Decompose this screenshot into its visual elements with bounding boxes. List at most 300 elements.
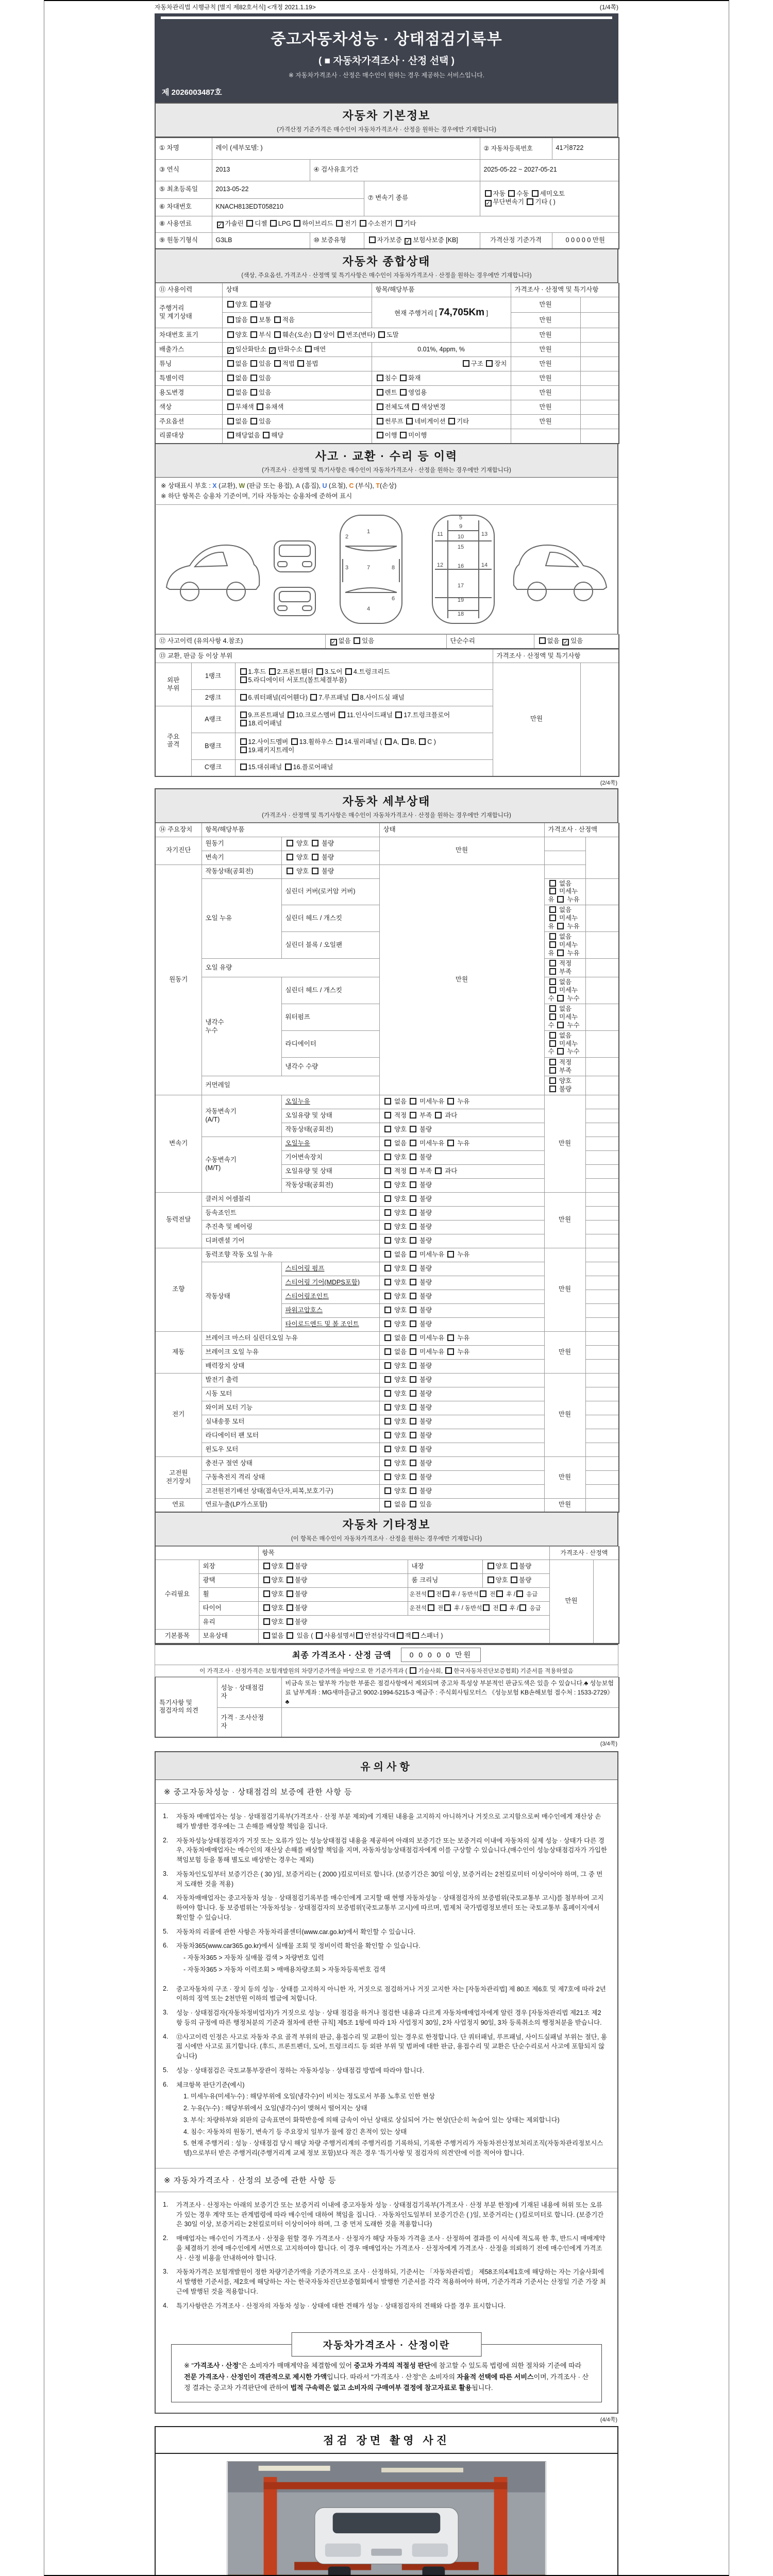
checkbox-unchecked xyxy=(250,418,257,425)
color-options: 무채색 유채색 xyxy=(222,400,372,415)
mileage-value: 74,705Km xyxy=(439,307,485,318)
notice-item xyxy=(163,1870,607,1889)
checkbox-unchecked xyxy=(412,1632,419,1639)
device-group-label: 연료 xyxy=(155,1498,201,1512)
checkbox-unchecked xyxy=(291,738,298,745)
notice-item xyxy=(163,2032,607,2061)
item-state: 없음 미세누유 누유 xyxy=(379,1331,544,1345)
legend-prefix: ※ 상태표시 부호 : xyxy=(161,482,213,489)
rank2-label: 2랭크 xyxy=(191,690,235,706)
checkbox-unchecked xyxy=(549,933,556,940)
tuning-label: 튜닝 xyxy=(155,357,222,371)
price-won: 만원 xyxy=(544,1498,585,1512)
checkbox-unchecked xyxy=(287,1590,293,1597)
checkbox-unchecked xyxy=(250,375,257,381)
tire-options: 양호 불량 xyxy=(258,1602,408,1616)
item-label: 작동상태(공회전) xyxy=(281,1123,379,1137)
price-won: 만원 xyxy=(511,415,580,429)
notice-item-text: 자동차 매매업자는 성능 · 상태점검기록부(가격조사 · 산정 부분 제외)에 기재된 내용을 고지하지 아니하거나 거짓으로 고지함으로써 매수인에게 재산상 손해가 발생한 경우에는 그 손해를 배상할 책임을 집니다. xyxy=(176,1813,601,1830)
checkbox-unchecked xyxy=(227,331,234,338)
item-state: 적정 부족 xyxy=(544,959,585,977)
simple-repair-label: 단순수리 xyxy=(446,634,534,649)
rankA-items: 9.프론트패널 10.크로스멤버 11.인사이드패널 17.트렁크플로어 18.리어패널 xyxy=(235,706,493,733)
notice-item xyxy=(163,2066,607,2076)
item-label: 등속죠인트 xyxy=(201,1206,379,1220)
checkbox-unchecked xyxy=(532,190,539,197)
svg-text:17: 17 xyxy=(457,582,464,589)
item-state: 양호 불량 xyxy=(544,1076,585,1095)
svg-text:8: 8 xyxy=(391,564,395,571)
sub-group-label: 오일 누유 xyxy=(201,878,281,959)
checkbox-unchecked xyxy=(227,403,234,410)
table-row xyxy=(155,1560,619,1574)
item-state: 양호 불량 xyxy=(281,865,379,878)
table-row xyxy=(155,232,619,249)
checkbox-unchecked xyxy=(410,1362,416,1369)
checkbox-unchecked xyxy=(488,1577,494,1583)
checkbox-unchecked xyxy=(384,1334,391,1341)
emission-label: 배출가스 xyxy=(155,343,222,357)
item-label: 스티어링조인트 xyxy=(281,1290,379,1303)
checkbox-unchecked xyxy=(310,694,317,701)
checkbox-unchecked xyxy=(316,1632,323,1639)
checkbox-unchecked xyxy=(384,1376,391,1383)
checkbox-unchecked xyxy=(447,1348,454,1355)
checkbox-unchecked xyxy=(549,880,556,887)
wheel-options: 양호 불량 xyxy=(258,1588,408,1602)
table-row xyxy=(155,1574,619,1588)
item-label: 변속기 xyxy=(201,851,281,865)
checkbox-unchecked xyxy=(410,1126,416,1132)
item-state: 적정 부족 xyxy=(544,1058,585,1076)
checkbox-unchecked xyxy=(384,1251,391,1258)
device-group-label: 전기 xyxy=(155,1373,201,1456)
item-label: 클러치 어셈블리 xyxy=(201,1192,379,1206)
notice-item-number: 3. xyxy=(163,2268,169,2276)
checkbox-unchecked xyxy=(397,1632,404,1639)
checkbox-unchecked xyxy=(263,1590,270,1597)
checkbox-unchecked xyxy=(274,331,281,338)
checkbox-unchecked xyxy=(285,764,292,770)
item-state: 양호 불량 xyxy=(379,1443,544,1456)
checkbox-unchecked xyxy=(384,1154,391,1160)
checkbox-unchecked xyxy=(557,1048,564,1055)
price-won: 만원 xyxy=(511,343,580,357)
checkbox-unchecked xyxy=(227,432,234,438)
table-row xyxy=(155,823,619,837)
price-won: 만원 xyxy=(511,400,580,415)
recall-item: 이행 미이행 xyxy=(372,429,511,444)
notice-item-text: 자동차매매업자는 중고자동차 성능 · 상태점검기록부를 매수인에게 고지할 때 현행 자동차성능 · 상태점검자의 보증범위(국토교통부 고시)를 첨부하여 고지하여야 합니다. 동 보증범위는 '자동차성능 · 상태점검자의 보증범위'(국토교통부 고시)에 따르며, 법제처 국가법령정보센터 또는 국토교통부 홈페이지에서 확인할 수 있습니다. xyxy=(176,1894,604,1921)
svg-text:3: 3 xyxy=(345,564,349,571)
checkbox-unchecked xyxy=(377,432,383,438)
notice-item xyxy=(163,1985,607,2004)
header-stripe xyxy=(161,16,612,19)
notice-item xyxy=(163,1812,607,1832)
item-label: 냉각수 수량 xyxy=(281,1058,379,1076)
wheel-detail: 운전석 전 후 / 동반석 전 후 / 응급 xyxy=(408,1588,549,1602)
checkbox-unchecked xyxy=(227,360,234,367)
price-won: 만원 xyxy=(511,297,580,313)
item-state: 없음 미세누수 누수 xyxy=(544,977,585,1004)
inspector-label: 성능 · 상태점검 자 xyxy=(217,1677,281,1707)
checkbox-unchecked xyxy=(287,1563,293,1569)
sub-group-label: 작동상태 xyxy=(201,1262,281,1331)
detail-row xyxy=(155,1095,619,1109)
sub-group-label: 냉각수 누수 xyxy=(201,977,281,1076)
legend-symbol: A (흠집), xyxy=(295,482,323,489)
checkbox-unchecked xyxy=(406,418,413,425)
item-label: 스티어링 기어(MDPS포함) xyxy=(281,1276,379,1290)
item-state: 양호 불량 xyxy=(379,1276,544,1290)
item-state: 양호 불량 xyxy=(379,1387,544,1401)
checkbox-unchecked xyxy=(287,1632,293,1639)
checkbox-unchecked xyxy=(447,1251,454,1258)
checkbox-unchecked xyxy=(377,389,383,396)
checkbox-unchecked xyxy=(410,1334,416,1341)
checkbox-checked: ✓ xyxy=(228,347,233,354)
item-label: 연료누출(LP가스포함) xyxy=(201,1498,379,1512)
appraiser-opinion xyxy=(281,1707,619,1737)
car-name-value: 레이 (세부모델: ) xyxy=(212,138,480,159)
checkbox-unchecked xyxy=(428,1590,434,1597)
svg-text:4: 4 xyxy=(366,605,371,612)
checkbox-unchecked xyxy=(287,868,293,874)
checkbox-unchecked xyxy=(288,711,294,718)
item-label: 배력장치 상태 xyxy=(201,1359,379,1373)
checkbox-unchecked xyxy=(508,190,515,197)
device-group-label: 원동기 xyxy=(155,865,201,1095)
notice-item-text: 자동차365(www.car365.go.kr)에서 실매물 조회 및 정비이력 확인을 확인할 수 있습니다. - 자동차365 > 자동차 실매물 검색 > 차량번호 입력 - 자동차365 > 자동차 이력조회 > 매매용차량조회 > 자동차등록번호 검색 xyxy=(176,1941,421,1974)
checkbox-unchecked xyxy=(312,840,318,846)
inspection-photo-front xyxy=(227,2461,546,2576)
checkbox-unchecked xyxy=(445,1667,452,1674)
checkbox-unchecked xyxy=(549,1059,556,1065)
checkbox-unchecked xyxy=(557,923,564,929)
checkbox-unchecked xyxy=(384,1501,391,1507)
device-group-label: 제동 xyxy=(155,1331,201,1373)
notice-item xyxy=(163,2267,607,2296)
checkbox-unchecked xyxy=(356,1632,363,1639)
item-state: 양호 불량 xyxy=(379,1470,544,1484)
base-price-label: 가격산정 기준가격 xyxy=(480,232,552,249)
item-label: 시동 모터 xyxy=(201,1387,379,1401)
checkbox-unchecked xyxy=(410,1223,416,1230)
checkbox-unchecked xyxy=(410,1112,416,1118)
color-label: 색상 xyxy=(155,400,222,415)
notice-item-text: 자동차가격은 보험개발원이 정한 차량기준가액을 기준가격으로 조사 · 산정하되, 기준서는 「자동차관리법」 제58조의4제1호에 해당하는 자는 기술사회에서 발행한 기준서를, 제2호에 해당하는 자는 한국자동차진단보증협회에서 발행한 기준서를 각각 적용하여야 하며, 기준가격과 기준서는 산정일 기준 가장 최근에 발행된 것을 적용합니다. xyxy=(176,2268,606,2295)
table-row xyxy=(155,159,619,181)
checkbox-unchecked xyxy=(511,1563,517,1569)
col-header-price: 가격조사 · 산정액 및 특기사항 xyxy=(511,283,619,297)
checkbox-unchecked xyxy=(410,1265,416,1272)
price-won: 만원 xyxy=(544,1331,585,1373)
table-row xyxy=(155,357,619,371)
checkbox-unchecked xyxy=(287,1604,293,1611)
sub-group-label: 수동변속기 (M/T) xyxy=(201,1137,281,1192)
checkbox-unchecked xyxy=(410,1418,416,1425)
checkbox-unchecked xyxy=(496,1590,503,1597)
checkbox-unchecked xyxy=(384,1418,391,1425)
notice-item-number: 2. xyxy=(163,2234,169,2242)
item-label: 오일유량 및 상태 xyxy=(281,1109,379,1123)
price-won: 만원 xyxy=(511,386,580,400)
svg-text:7: 7 xyxy=(366,564,371,571)
checkbox-unchecked xyxy=(294,220,300,227)
checkbox-unchecked xyxy=(549,968,556,975)
item-label: 실린더 커버(로커암 커버) xyxy=(281,878,379,905)
checkbox-unchecked xyxy=(227,301,234,308)
tire-label: 타이어 xyxy=(199,1602,258,1616)
checkbox-unchecked xyxy=(400,375,407,381)
detail-row xyxy=(155,1456,619,1470)
overall-table xyxy=(155,283,619,444)
checkbox-unchecked xyxy=(447,1334,454,1341)
notice-item xyxy=(163,1836,607,1865)
table-row xyxy=(155,343,619,357)
item-label: 오일누유 xyxy=(281,1137,379,1150)
checkbox-unchecked xyxy=(263,1632,270,1639)
exterior-options: 양호 불량 xyxy=(258,1560,408,1574)
notice-item xyxy=(163,2234,607,2263)
notice-item-number: 1. xyxy=(163,1812,169,1820)
item-state: 없음 미세누유 누유 xyxy=(544,878,585,905)
notice-item-number: 5. xyxy=(163,2066,169,2074)
price-won: 만원 xyxy=(511,357,580,371)
checkbox-unchecked xyxy=(410,1279,416,1285)
legend-symbol: U (요철), xyxy=(322,482,349,489)
col-header-price: 가격조사 · 산정액 xyxy=(544,823,619,837)
engine-type-value: G3LB xyxy=(212,232,310,249)
checkbox-unchecked xyxy=(378,331,385,338)
notice-item-number: 2. xyxy=(163,1985,169,1992)
checkbox-unchecked xyxy=(549,888,556,894)
price-survey-definition-text: ※ "가격조사 · 산정"은 소비자가 매매계약을 체결함에 있어 중고차 가격의 적절성 판단에 참고할 수 있도록 법령에 의한 절차와 기준에 따라 전문 가격조사 · 산정인이 객관적으로 제시한 가액입니다. 따라서 "가격조사 · 산정"은 소비자의 자율적 선택에 따른 서비스이며, 가격조사 · 산정 결과는 중고차 가격판단에 관하여 법적 구속력은 없고 소비자의 구매여부 결정에 참고자료로 활용됩니다. xyxy=(184,2362,589,2392)
basic-info-title: 자동차 기본정보 xyxy=(342,109,431,122)
simple-repair-options: 없음 ✓ 있음 xyxy=(534,634,619,649)
car-diagram-side-right xyxy=(511,510,614,629)
transmission-options: 자동 수동 세미오토 ✓ 무단변속기 기타 ( ) xyxy=(480,181,619,216)
item-state: 양호 불량 xyxy=(379,1415,544,1429)
table-row xyxy=(155,1588,619,1602)
checkbox-unchecked xyxy=(539,637,546,644)
detail-row xyxy=(155,1192,619,1206)
col-header-device: ⑭ 주요장치 xyxy=(155,823,201,837)
option-label: 주요옵션 xyxy=(155,415,222,429)
checkbox-unchecked xyxy=(412,403,419,410)
checkbox-checked: ✓ xyxy=(331,639,336,646)
svg-text:18: 18 xyxy=(457,611,464,617)
engine-type-label: ⑨ 원동기형식 xyxy=(155,232,212,249)
checkbox-unchecked xyxy=(384,1181,391,1188)
checkbox-unchecked xyxy=(410,1446,416,1452)
interior-label: 내장 xyxy=(408,1560,482,1574)
price-won: 만원 xyxy=(379,865,544,1095)
overall-title: 자동차 종합상태 xyxy=(342,255,431,268)
notice-item xyxy=(163,2301,607,2311)
price-won: 만원 xyxy=(511,313,580,328)
checkbox-unchecked xyxy=(410,1667,416,1674)
item-label: 실린더 헤드 / 개스킷 xyxy=(281,905,379,932)
warranty-label: ⑩ 보증유형 xyxy=(310,232,364,249)
repair-needed-label: 수리필요 xyxy=(155,1560,199,1630)
exchange-label: ⑬ 교환, 판금 등 이상 부위 xyxy=(155,650,493,663)
checkbox-unchecked xyxy=(316,668,323,675)
notice-item-number: 3. xyxy=(163,1870,169,1877)
checkbox-unchecked xyxy=(227,375,234,381)
detail-row xyxy=(155,1331,619,1345)
accident-history-options: ✓ 없음 있음 xyxy=(325,634,446,649)
item-label: 구동축전지 격리 상태 xyxy=(201,1470,379,1484)
emission-options: ✓ 일산화탄소 ✓ 탄화수소 매연 xyxy=(222,343,372,357)
notice-item-text: 가격조사 · 산정자는 아래의 보증기간 또는 보증거리 이내에 중고자동차 성능 · 상태점검기록부(가격조사 · 산정 부분 한정)에 기재된 내용에 허위 또는 오류가 있는 경우 계약 또는 관계법령에 따라 매수인에 대하여 책임을 집니다. · 자동차인도일부터 보증기간은 ( )일, 보증거리는 ( )킬로미터로 합니다. (보증기간은 30일 이상, 보증거리는 2천킬로미터 이상이어야 하며, 그 중 먼저 도래한 것을 적용합니다) xyxy=(176,2201,604,2228)
page-marker-3: (3/4쪽) xyxy=(600,1741,617,1747)
checkbox-unchecked xyxy=(384,1140,391,1146)
table-row xyxy=(155,328,619,343)
detail-row xyxy=(155,837,619,851)
year-value: 2013 xyxy=(212,159,310,181)
notice-item-number: 6. xyxy=(163,2080,169,2088)
item-state: 양호 불량 xyxy=(379,1123,544,1137)
polish-label: 광택 xyxy=(199,1574,258,1588)
price-won: 만원 xyxy=(549,1560,593,1643)
checkbox-unchecked xyxy=(377,418,383,425)
checkbox-unchecked xyxy=(240,720,247,726)
checkbox-unchecked xyxy=(384,1487,391,1494)
mileage-label: 주행거리 및 계기상태 xyxy=(155,297,222,328)
hold-state-options: 없음 있음 ( 사용설명서 안전삼각대 잭 스패너 ) xyxy=(258,1630,549,1643)
item-label: 와이퍼 모터 기능 xyxy=(201,1401,379,1415)
checkbox-unchecked xyxy=(410,1098,416,1105)
notice-subitem: 1. 미세누유(미세누수) : 해당부위에 오일(냉각수)이 비치는 정도로서 부품 노후로 인한 현상 xyxy=(183,2093,435,2100)
checkbox-unchecked xyxy=(549,1067,556,1074)
checkbox-unchecked xyxy=(369,236,376,243)
exterior-label: 외장 xyxy=(199,1560,258,1574)
checkbox-unchecked xyxy=(287,1618,293,1625)
table-row xyxy=(155,429,619,444)
final-price-value: 0 0 0 0 0 만원 xyxy=(401,1648,481,1662)
checkbox-checked: ✓ xyxy=(406,238,411,245)
transmission-label: ⑦ 변속기 종류 xyxy=(364,181,480,216)
checkbox-unchecked xyxy=(384,1112,391,1118)
item-state: 양호 불량 xyxy=(379,1178,544,1192)
main-header xyxy=(155,13,618,103)
notice-item-text: 성능 · 상태점검은 국토교통부장관이 정하는 자동차성능 · 상태점검 방법에 따라야 합니다. xyxy=(176,2066,425,2074)
table-row xyxy=(155,1602,619,1616)
room-cleaning-options: 양호 불량 xyxy=(482,1574,549,1588)
item-label: 기어변속장치 xyxy=(281,1150,379,1164)
svg-text:16: 16 xyxy=(457,563,464,569)
table-row xyxy=(155,400,619,415)
svg-text:6: 6 xyxy=(391,595,395,602)
checkbox-unchecked xyxy=(384,1237,391,1244)
checkbox-unchecked xyxy=(240,738,247,745)
checkbox-unchecked xyxy=(354,637,360,644)
checkbox-unchecked xyxy=(428,1604,434,1611)
table-row xyxy=(155,138,619,159)
checkbox-unchecked xyxy=(410,1320,416,1327)
checkbox-unchecked xyxy=(549,978,556,985)
item-label: 실린더 블록 / 오일팬 xyxy=(281,932,379,959)
checkbox-unchecked xyxy=(336,738,343,745)
item-state: 없음 있음 xyxy=(379,1498,544,1512)
checkbox-unchecked xyxy=(410,1404,416,1411)
overall-subtitle: (색상, 주요옵션, 가격조사 · 산정액 및 특기사항은 매수인이 자동차가격조사 · 산정을 원하는 경우에만 기재합니다) xyxy=(241,273,532,279)
notice-subitem: 2. 누유(누수) : 해당부위에서 오일(냉각수)이 맺혀서 떨어지는 상태 xyxy=(183,2105,367,2112)
special-history-label: 특별이력 xyxy=(155,371,222,386)
etc-subtitle: (이 항목은 매수인이 자동차가격조사 · 산정을 원하는 경우에만 기재합니다) xyxy=(291,1536,482,1542)
notice-subitem: 4. 침수: 자동차의 원동기, 변속기 등 주요장치 일부가 물에 잠긴 흔적이 있는 상태 xyxy=(183,2128,407,2136)
checkbox-unchecked xyxy=(410,1154,416,1160)
table-row xyxy=(155,386,619,400)
notice-item-text: 체크항목 판단기준(예시) 1. 미세누유(미세누수) : 해당부위에 오일(냉각수)이 비치는 정도로서 부품 노후로 인한 현상 2. 누유(누수) : 해당부위에서 오일(냉각수)이 맺혀서 떨어지는 상태 3. 부식: 차량하부와 외판의 금속표면이 화학반응에 의해 금속이 아닌 상태로 상실되어 가는 현상(단순히 녹슬어 있는 상태는 제외합니다) 4. 침수: 자동차의 원동기, 변속기 등 주요장치 일부가 물에 잠긴 흔적이 있는 상태 5. 현재 주행거리 : 성능 · 상태점검 당시 해당 차량 주행거리계의 주행거리를 기록하되, 기록한 주행거리가 자동차전산정보처리조직(자동차관리정보시스템)으로부터 받은 주행거리(주행거리계 교체 정보 포함)보다 적은 경우 '특기사항 및 점검자의 의견'란에 이를 적어야 합니다. xyxy=(176,2080,607,2158)
rankA-label: A랭크 xyxy=(191,706,235,733)
checkbox-unchecked xyxy=(511,1577,517,1583)
checkbox-unchecked xyxy=(410,1460,416,1466)
checkbox-unchecked xyxy=(400,389,407,396)
legend-symbol: T(손상) xyxy=(376,482,397,489)
item-state: 없음 미세누유 누유 xyxy=(379,1248,544,1262)
item-state: 양호 불량 xyxy=(379,1192,544,1206)
item-state: 없음 미세누유 누유 xyxy=(379,1095,544,1109)
checkbox-unchecked xyxy=(410,1376,416,1383)
item-label: 오일유량 및 상태 xyxy=(281,1164,379,1178)
checkbox-unchecked xyxy=(263,432,270,438)
rankB-items: 12.사이드멤버 13.휠하우스 14.필러패널 ( A, B, C ) 19.패키지트레이 xyxy=(235,733,493,760)
detail-row xyxy=(155,1248,619,1262)
checkbox-unchecked xyxy=(312,868,318,874)
checkbox-unchecked xyxy=(339,711,345,718)
notice-item-number: 4. xyxy=(163,1894,169,1902)
checkbox-unchecked xyxy=(345,668,352,675)
item-label: 작동상태(공회전) xyxy=(281,1178,379,1192)
checkbox-unchecked xyxy=(227,418,234,425)
checkbox-unchecked xyxy=(410,1390,416,1397)
item-label: 디퍼렌셜 기어 xyxy=(201,1234,379,1248)
photo-section-title: 점검 장면 촬영 사진 xyxy=(156,2427,617,2454)
checkbox-checked: ✓ xyxy=(270,347,275,354)
item-label: 윈도우 모터 xyxy=(201,1443,379,1456)
item-state: 적정 부족 과다 xyxy=(379,1109,544,1123)
checkbox-unchecked xyxy=(557,896,564,903)
checkbox-unchecked xyxy=(384,1362,391,1369)
polish-options: 양호 불량 xyxy=(258,1574,408,1588)
checkbox-unchecked xyxy=(384,1432,391,1438)
notice-item-text: 중고자동차의 구조 · 장치 등의 성능 · 상태를 고지하지 아니한 자, 거짓으로 점검하거나 거짓 고지한 자는 [자동차관리법] 제 80조 제6호 및 제7호에 따라 2년 이하의 징역 또는 2천만원 이하의 벌금에 처합니다. xyxy=(176,1985,606,2003)
checkbox-unchecked xyxy=(486,360,493,367)
rank1-label: 1랭크 xyxy=(191,663,235,690)
checkbox-unchecked xyxy=(549,1032,556,1039)
tuning-item: 구조 장치 xyxy=(372,357,511,371)
hold-state-label: 보유상태 xyxy=(199,1630,258,1643)
item-state: 양호 불량 xyxy=(379,1234,544,1248)
vin-mark-options: 양호 부식 훼손(오손) 상이 변조(변타) 도말 xyxy=(222,328,511,343)
checkbox-unchecked xyxy=(384,1348,391,1355)
inspector-opinion: 비금속 또는 탈부착 가능한 부품은 점검사항에서 제외되며 중고차 특성상 부분적인 판금도색은 있을 수 있습니다.♣ 성능보험료 납부계좌 : MG새마을금고 9002-1994-5215-3 예금주 : 주식회사팀모터스 《성능보험 KB손해보험 접수처 : 1533-2729》 ♣ xyxy=(281,1677,619,1707)
notice-item-text: 매매업자는 매수인이 가격조사 · 산정을 원할 경우 가격조사 · 산정자가 해당 자동차 가격을 조사 · 산정하여 결과를 이 서식에 적도록 한 후, 반드시 매매계약을 체결하기 전에 매수인에게 서면으로 고지하여야 합니다. 이 경우 매매업자는 가격조사 · 산정자에게 가격조사 · 산정을 의뢰하기 전에 매수인에게 가격조사 · 산정 비용을 안내하여야 합니다. xyxy=(176,2235,606,2262)
notice-item-text: 성능 · 상태점검자(자동차정비업자)가 거짓으로 성능 · 상태 점검을 하거나 점검한 내용과 다르게 자동차매매업자에게 알린 경우 [자동차관리법 제21조 제2항 등의 규정에 따른 행정처분의 기준과 절차에 관한 규칙] 제5조 1항에 따라 1차 사업정지 30일, 2차 사업정지 90일, 3차 등록취소의 행정처분을 받습니다. xyxy=(176,2009,602,2026)
notice-listC xyxy=(156,2192,617,2321)
price-select-line: ( ■ 자동차가격조사 · 산정 선택 ) xyxy=(318,56,455,66)
checkbox-unchecked xyxy=(250,360,257,367)
fuel-options: ✓ 가솔린 디젤 LPG 하이브리드 전기 수소전기 기타 xyxy=(212,216,619,232)
notice-listA xyxy=(156,1804,617,1985)
checkbox-unchecked xyxy=(250,331,257,338)
base-price-value: 0 0 0 0 0 만원 xyxy=(552,232,619,249)
item-label: 추진축 및 베어링 xyxy=(201,1220,379,1234)
zone-numbers-frame xyxy=(436,515,487,617)
item-label: 오일누유 xyxy=(281,1095,379,1109)
